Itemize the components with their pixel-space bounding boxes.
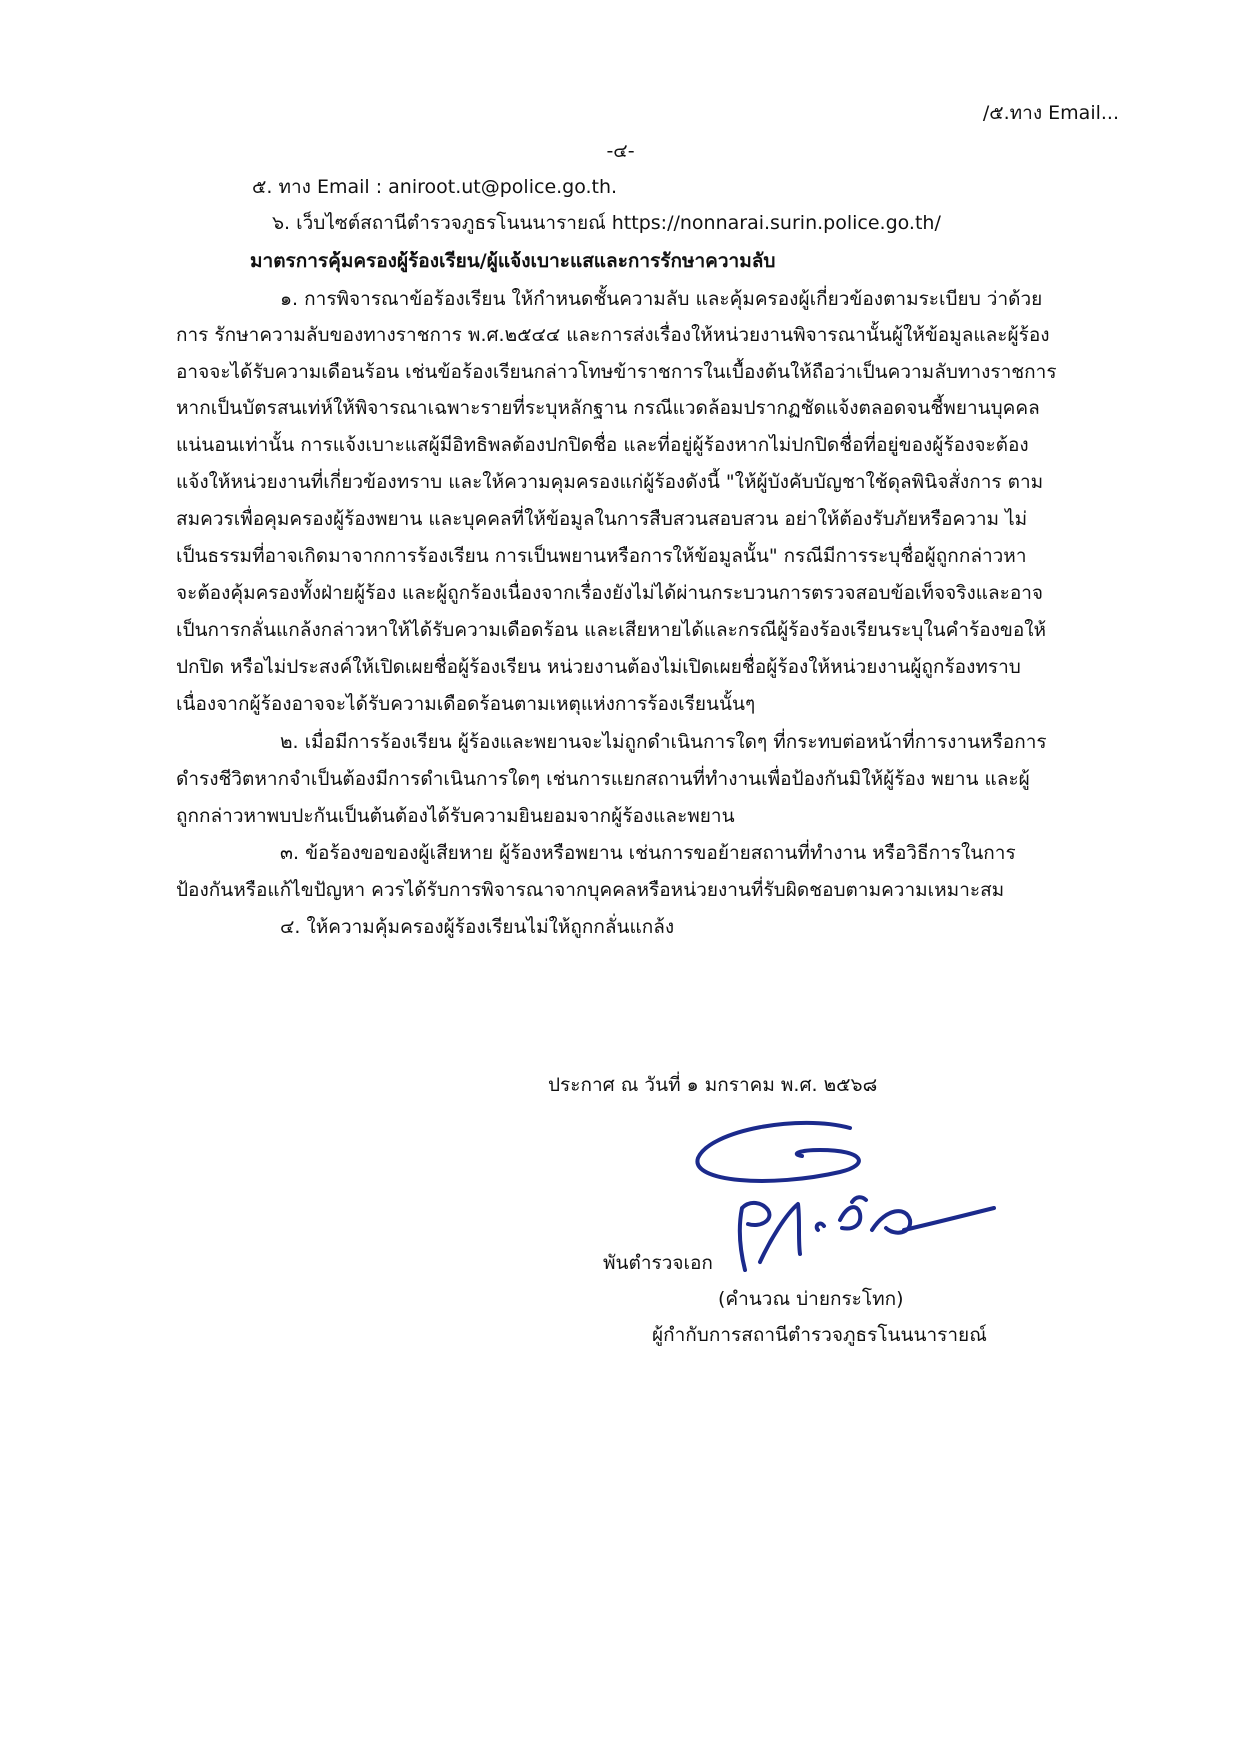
paragraph-4-line: ๔. ให้ความคุ้มครองผู้ร้องเรียนไม่ให้ถูกกลั่นแกล้ง <box>280 916 675 938</box>
paragraph-1-line: เป็นธรรมที่อาจเกิดมาจากการร้องเรียน การเป็นพยานหรือการให้ข้อมูลนั้น" กรณีมีการระบุชื่อผู้ถูกกล่าวหา <box>176 545 1027 567</box>
paragraph-3-line: ๓. ข้อร้องขอของผู้เสียหาย ผู้ร้องหรือพยาน เช่นการขอย้ายสถานที่ทำงาน หรือวิธีการในการ <box>280 842 1016 864</box>
signer-rank: พันตำรวจเอก <box>603 1252 713 1274</box>
paragraph-1-line: ๑. การพิจารณาข้อร้องเรียน ให้กำหนดชั้นความลับ และคุ้มครองผู้เกี่ยวข้องตามระเบียบ ว่าด้วย <box>280 288 1043 310</box>
paragraph-1-line: สมควรเพื่อคุมครองผู้ร้องพยาน และบุคคลที่ให้ข้อมูลในการสืบสวนสอบสวน อย่าให้ต้องรับภัยหรือความ ไม่ <box>176 508 1028 530</box>
paragraph-2-line: ๒. เมื่อมีการร้องเรียน ผู้ร้องและพยานจะไม่ถูกดำเนินการใดๆ ที่กระทบต่อหน้าที่การงานหรือการ <box>280 731 1047 753</box>
paragraph-1-line: จะต้องคุ้มครองทั้งฝ่ายผู้ร้อง และผู้ถูกร้องเนื่องจากเรื่องยังไม่ได้ผ่านกระบวนการตรวจสอบข้อเท็จจริงและอาจ <box>176 582 1044 604</box>
signer-name: (คำนวณ บ่ายกระโทก) <box>718 1288 904 1310</box>
paragraph-1-line: เป็นการกลั่นแกล้งกล่าวหาให้ได้รับความเดือดร้อน และเสียหายได้และกรณีผู้ร้องร้องเรียนระบุในคำร้องขอให้ <box>176 619 1047 641</box>
contact-email-line: ๕. ทาง Email : aniroot.ut@police.go.th. <box>252 176 618 198</box>
signer-position: ผู้กำกับการสถานีตำรวจภูธรโนนนารายณ์ <box>652 1324 987 1346</box>
section-heading: มาตรการคุ้มครองผู้ร้องเรียน/ผู้แจ้งเบาะแสและการรักษาความลับ <box>250 250 776 272</box>
contact-website-line: ๖. เว็บไซต์สถานีตำรวจภูธรโนนนารายณ์ https://nonnarai.surin.police.go.th/ <box>272 212 941 234</box>
paragraph-1-line: ปกปิด หรือไม่ประสงค์ให้เปิดเผยชื่อผู้ร้องเรียน หน่วยงานต้องไม่เปิดเผยชื่อผู้ร้องให้หน่วยงานผู้ถูกร้องทราบ <box>176 656 1021 678</box>
signature-ink <box>697 1123 994 1270</box>
header-reference: /๕.ทาง Email... <box>982 102 1119 124</box>
paragraph-2-line: ดำรงชีวิตหากจำเป็นต้องมีการดำเนินการใดๆ เช่นการแยกสถานที่ทำงานเพื่อป้องกันมิให้ผู้ร้อง พยาน และผู้ <box>176 768 1030 790</box>
paragraph-1-line: เนื่องจากผู้ร้องอาจจะได้รับความเดือดร้อนตามเหตุแห่งการร้องเรียนนั้นๆ <box>176 693 756 715</box>
paragraph-1-line: การ รักษาความลับของทางราชการ พ.ศ.๒๕๔๔ และการส่งเรื่องให้หน่วยงานพิจารณานั้นผู้ให้ข้อมูลและผู้ร้อง <box>176 324 1050 346</box>
announcement-date: ประกาศ ณ วันที่ ๑ มกราคม พ.ศ. ๒๕๖๘ <box>548 1074 878 1096</box>
paragraph-2-line: ถูกกล่าวหาพบปะกันเป็นต้นต้องได้รับความยินยอมจากผู้ร้องและพยาน <box>176 805 735 827</box>
paragraph-3-line: ป้องกันหรือแก้ไขปัญหา ควรได้รับการพิจารณาจากบุคคลหรือหน่วยงานที่รับผิดชอบตามความเหมาะสม <box>176 879 1005 901</box>
handwritten-signature <box>690 1110 1000 1290</box>
paragraph-1-line: แจ้งให้หน่วยงานที่เกี่ยวข้องทราบ และให้ความคุมครองแก่ผู้ร้องดังนี้ "ให้ผู้บังคับบัญชาใช้ดุลพินิจสั่งการ ตาม <box>176 471 1044 493</box>
paragraph-1-line: หากเป็นบัตรสนเท่ห์ให้พิจารณาเฉพาะรายที่ระบุหลักฐาน กรณีแวดล้อมปรากฏชัดแจ้งตลอดจนชี้พยานบุคคล <box>176 397 1040 419</box>
paragraph-1-line: อาจจะได้รับความเดือนร้อน เช่นข้อร้องเรียนกล่าวโทษข้าราชการในเบื้องต้นให้ถือว่าเป็นความลับทางราชการ <box>176 361 1057 383</box>
page-number: -๔- <box>606 140 635 162</box>
paragraph-1-line: แน่นอนเท่านั้น การแจ้งเบาะแสผู้มีอิทธิพลต้องปกปิดชื่อ และที่อยู่ผู้ร้องหากไม่ปกปิดชื่อที่อยู่ของผู้ร้องจะต้อง <box>176 434 1029 456</box>
